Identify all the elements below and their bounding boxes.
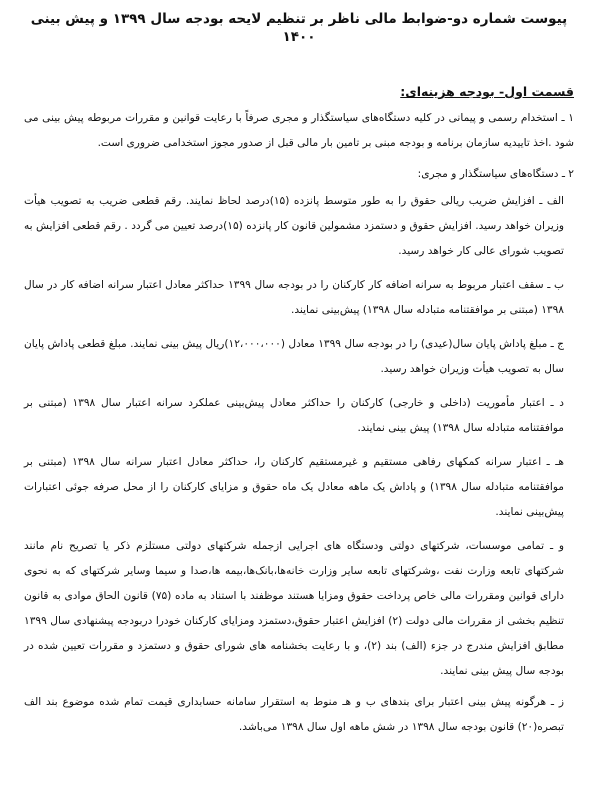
paragraph-1-hiring: ۱ ـ استخدام رسمی و پیمانی در کلیه دستگاه‌های سیاستگذار و مجری صرفاً با رعایت قوانین و مقررات مربوطه پیش بینی می شود .اخذ تاییدیه سازمان برنامه و بودجه مبنی بر تامین بار مالی قبل از صدور مجوز استخدامی ضروری است. [24,112,574,149]
clause-be-overtime: ب ـ سقف اعتبار مربوط به سرانه اضافه کار کارکنان را در بودجه سال ۱۳۹۹ حداکثر معادل اعتبار سرانه اضافه کار در سال ۱۳۹۸ (مبتنی بر موافقتنامه متبادله سال ۱۳۹۸) پیش‌بینی نمایند. [24,279,565,316]
clause-vav-state-companies: و ـ تمامی موسسات، شرکتهای دولتی ودستگاه های اجرایی ازجمله شرکتهای دولتی مستلزم ذکر یا تصریح نام مانند شرکتهای تابعه وزارت نفت ،وشرکتهای تابعه سایر وزارت خانه‌ها،بانک‌ها،بیمه ها،صدا و سیما وسایر شرکتهای که به نحوی دارای قوانین ومقررات مالی خاص پرداخت حقوق ومزایا هستند موظفند با استناد به ماده (۷۵) قانون الحاق موادی به قانون تنظیم بخشی از مقررات مالی دولت (۲) افزایش اعتبار حقوق،دستمزد ومزایای کارکنان خودرا دربودجه پیشنهادی سال ۱۳۹۹ مطابق افزایش مندرج در جزء (الف) بند (۲)، و با رعایت بخشنامه های شورای حقوق و دستمزد و مقررات تعیین شده در بودجه سال پیش بینی نمایند. [24,540,564,677]
clause-dal-mission-credit: د ـ اعتبار مأموریت (داخلی و خارجی) کارکنان را حداکثر معادل پیش‌بینی عملکرد سرانه اعتبار سال ۱۳۹۸ (مبتنی بر موافقتنامه متبادله سال ۱۳۹۸) پیش بینی نمایند. [24,397,564,434]
clause-ze-cost-accounting: ز ـ هرگونه پیش بینی اعتبار برای بندهای ب و هـ منوط به استقرار سامانه حسابداری قیمت تمام شده موضوع بند الف تبصره(۲۰) قانون بودجه سال ۱۳۹۸ در شش ماهه اول سال ۱۳۹۸ می‌باشد. [24,696,564,733]
clause-alef-salary-coefficient: الف ـ افزایش ضریب ریالی حقوق را به طور متوسط پانزده (۱۵)درصد لحاظ نمایند. رقم قطعی ضریب به تصویب هیأت وزیران خواهد رسید. افزایش حقوق و دستمزد مشمولین قانون کار پانزده (۱۵)درصد تعیین می گردد . رقم قطعی افزایش به تصویب شورای عالی کار خواهد رسید. [24,195,564,257]
clause-jim-year-end-bonus: ج ـ مبلغ پاداش پایان سال(عیدی) را در بودجه سال ۱۳۹۹ معادل (۱۲،۰۰۰،۰۰۰)ریال پیش بینی نمایند. مبلغ قطعی پاداش پایان سال به تصویب هیأت وزیران خواهد رسید. [24,338,564,375]
paragraph-2-agencies: ۲ ـ دستگاه‌های سیاستگذار و مجری: [417,168,574,180]
document-title: پیوست شماره دو-ضوابط مالی ناظر بر تنظیم لایحه بودجه سال ۱۳۹۹ و پیش بینی ۱۴۰۰ [30,11,568,45]
section-heading: قسمت اول- بودجه هزینه‌ای: [400,84,574,99]
clause-he-welfare-aid: هـ ـ اعتبار سرانه کمکهای رفاهی مستقیم و غیرمستقیم کارکنان را، حداکثر معادل اعتبار سرانه سال ۱۳۹۸ (مبتنی بر موافقتنامه متبادله سال ۱۳۹۸) و پاداش یک ماهه معادل یک ماه حقوق و مزایای کارکنان را از محل صرفه جوئی اعتبارات پیش‌بینی نمایند. [24,456,564,518]
